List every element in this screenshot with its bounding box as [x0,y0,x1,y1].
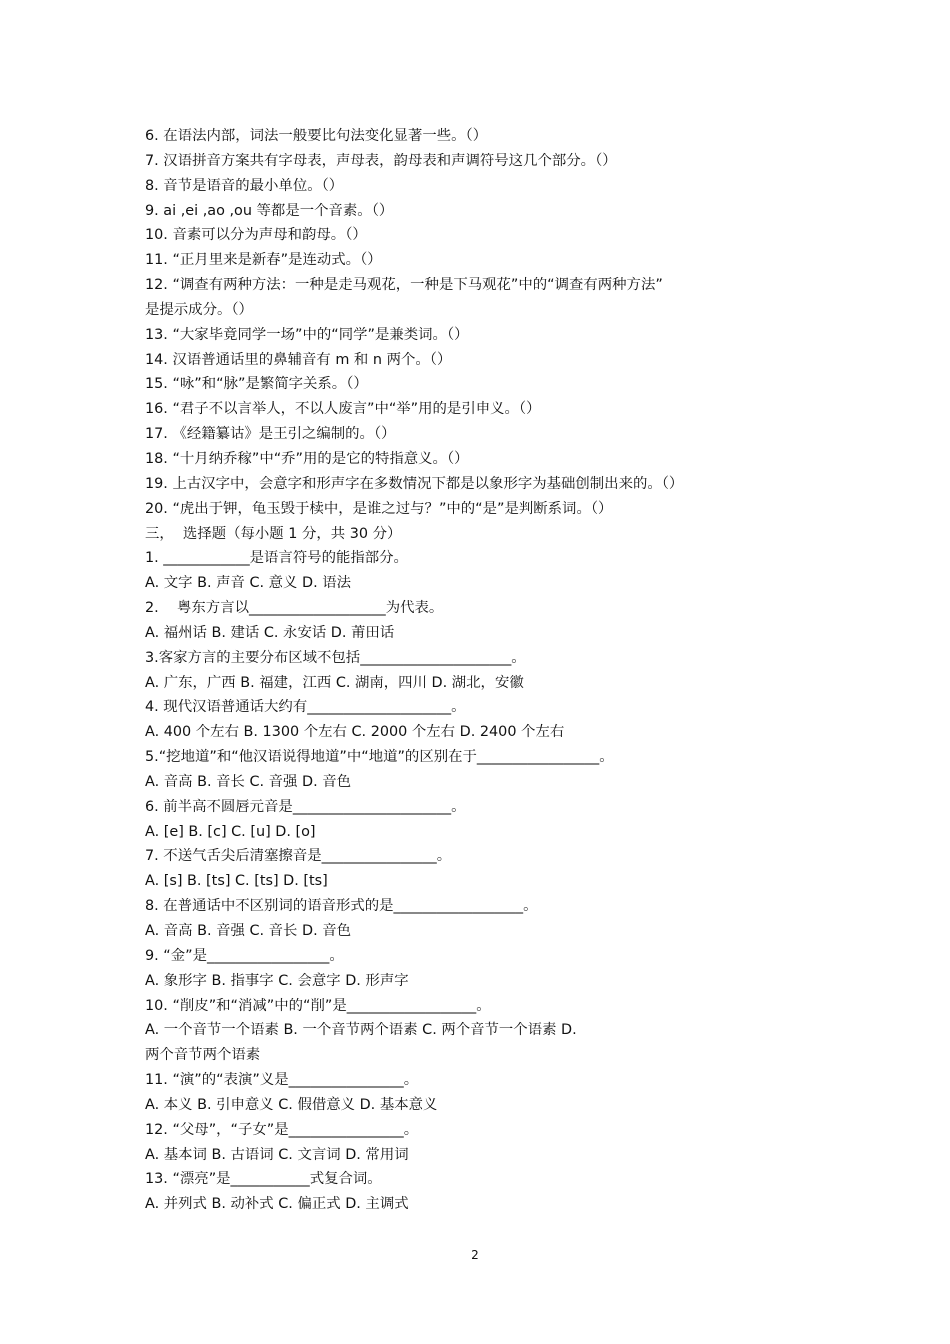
text-line: 7. 不送气舌尖后清塞擦音是________________。 [145,848,452,865]
text-line: A. 象形字 B. 指事字 C. 会意字 D. 形声字 [145,972,409,989]
text-line: 7. 汉语拼音方案共有字母表，声母表，韵母表和声调符号这几个部分。（） [145,152,617,169]
text-line: 8. 音节是语音的最小单位。（） [145,177,344,194]
text-line: 18. “十月纳乔稼”中“乔”用的是它的特指意义。（） [145,450,469,467]
text-line: 8. 在普通话中不区别词的语音形式的是__________________。 [145,898,538,915]
text-line: A. [s] B. [ts] C. [ts] D. [ts] [145,873,328,890]
text-line: 13. “大家毕竟同学一场”中的“同学”是兼类词。（） [145,326,469,343]
text-line: 12. “调查有两种方法：一种是走马观花，一种是下马观花”中的“调查有两种方法” [145,277,663,294]
text-line: 2. 粤东方言以___________________为代表。 [145,600,444,617]
text-line: 3.客家方言的主要分布区域不包括_____________________。 [145,649,526,666]
text-line: A. 并列式 B. 动补式 C. 偏正式 D. 主调式 [145,1196,409,1213]
text-line: 两个音节两个语素 [145,1047,261,1064]
text-line: 15. “咏”和“脉”是繁简字关系。（） [145,376,368,393]
text-line: 11. “演”的“表演”义是________________。 [145,1072,419,1089]
text-line: A. 400 个左右 B. 1300 个左右 C. 2000 个左右 D. 2400 个左右 [145,724,565,741]
text-line: 9. ai ,ei ,ao ,ou 等都是一个音素。（） [145,202,394,219]
text-line: 1. ____________是语言符号的能指部分。 [145,550,408,567]
text-line: 16. “君子不以言举人，不以人废言”中“举”用的是引申义。（） [145,401,541,418]
text-line: A. 福州话 B. 建话 C. 永安话 D. 莆田话 [145,624,395,641]
text-line: A. [e] B. [c] C. [u] D. [o] [145,823,316,840]
text-line: 19. 上古汉字中，会意字和形声字在多数情况下都是以象形字为基础创制出来的。（） [145,475,684,492]
text-line: 14. 汉语普通话里的鼻辅音有 m 和 n 两个。（） [145,351,452,368]
text-line: 三， 选择题（每小题 1 分，共 30 分） [145,525,402,542]
text-line: 9. “金”是_________________。 [145,947,344,964]
text-line: 17. 《经籍纂诂》是王引之编制的。（） [145,426,396,443]
text-line: 11. “正月里来是新春”是连动式。（） [145,252,382,269]
text-line: A. 基本词 B. 古语词 C. 文言词 D. 常用词 [145,1146,409,1163]
text-line: 10. 音素可以分为声母和韵母。（） [145,227,367,244]
text-line: 6. 在语法内部，词法一般要比句法变化显著一些。（） [145,128,488,144]
page-number: 2 [471,1248,479,1262]
text-line: A. 音高 B. 音长 C. 音强 D. 音色 [145,773,352,790]
text-line: 13. “漂亮”是___________式复合词。 [145,1171,382,1188]
text-line: 20. “虎出于钾，龟玉毁于椟中，是谁之过与？”中的“是”是判断系词。（） [145,500,613,517]
text-line: A. 广东，广西 B. 福建，江西 C. 湖南，四川 D. 湖北，安徽 [145,674,524,691]
text-line: 是提示成分。（） [145,301,253,318]
text-line: 4. 现代汉语普通话大约有____________________。 [145,699,466,716]
text-line: A. 本义 B. 引申意义 C. 假借意义 D. 基本意义 [145,1096,438,1113]
text-line: 5.“挖地道”和“他汉语说得地道”中“地道”的区别在于_________________。 [145,749,614,766]
text-line: A. 一个音节一个语素 B. 一个音节两个语素 C. 两个音节一个语素 D. [145,1022,577,1039]
text-line: 10. “削皮”和“消减”中的“削”是__________________。 [145,997,491,1014]
text-line: A. 文字 B. 声音 C. 意义 D. 语法 [145,575,352,592]
text-line: 12. “父母”，“子女”是________________。 [145,1121,419,1138]
text-body [145,124,805,1217]
text-line: A. 音高 B. 音强 C. 音长 D. 音色 [145,923,352,939]
text-line: 6. 前半高不圆唇元音是______________________。 [145,798,466,815]
